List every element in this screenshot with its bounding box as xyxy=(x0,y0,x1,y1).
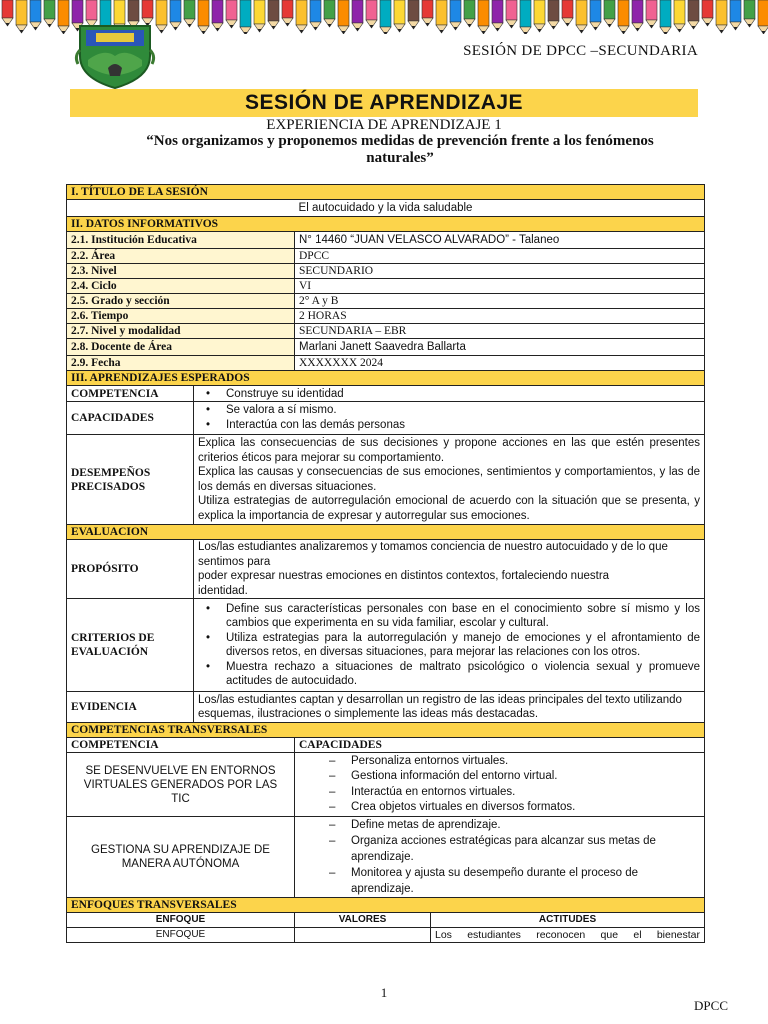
info-label: 2.9. Fecha xyxy=(67,356,295,371)
transversal-capacidades xyxy=(295,817,705,898)
pencil-icon xyxy=(450,0,461,30)
pencil-icon xyxy=(44,0,55,27)
info-value: XXXXXXX 2024 xyxy=(295,356,705,371)
list-item: • Muestra rechazo a situaciones de maltrato psicológico o violencia sexual y promueve actitudes de autocuidado. xyxy=(198,660,700,689)
pencil-icon xyxy=(254,0,265,32)
pencil-icon xyxy=(198,0,209,34)
info-label: 2.6. Tiempo xyxy=(67,309,295,324)
info-value: 2° A y B xyxy=(295,294,705,309)
pencil-icon xyxy=(464,0,475,27)
list-item: – Crea objetos virtuales en diversos formatos. xyxy=(299,800,700,816)
column-header: VALORES xyxy=(295,913,431,928)
list-item: – Define metas de aprendizaje. xyxy=(299,817,700,833)
pencil-icon xyxy=(310,0,321,30)
info-value: Marlani Janett Saavedra Ballarta xyxy=(295,339,705,356)
list-item: • Interactúa con las demás personas xyxy=(198,418,700,433)
section-heading: COMPETENCIAS TRANSVERSALES xyxy=(67,723,705,738)
list-item: Explica las consecuencias de sus decisiones y propone acciones en las que estén presentes criterios éticos para mejorar su comportamiento. xyxy=(198,437,701,464)
pencil-icon xyxy=(604,0,615,27)
criterios-label: CRITERIOS DE EVALUACIÓN xyxy=(67,599,194,692)
transversal-competencia: SE DESENVUELVE EN ENTORNOS VIRTUALES GENERADOS POR LAS TIC xyxy=(67,753,295,817)
info-label: 2.3. Nivel xyxy=(67,264,295,279)
pencil-icon xyxy=(156,0,167,33)
pencil-icon xyxy=(380,0,391,34)
pencil-icon xyxy=(170,0,181,30)
transversal-capacidades xyxy=(295,753,705,817)
info-value: VI xyxy=(295,279,705,294)
list-item: • Se valora a sí mismo. xyxy=(198,403,700,418)
session-title: El autocuidado y la vida saludable xyxy=(67,200,705,217)
pencil-icon xyxy=(506,0,517,28)
proposito-label: PROPÓSITO xyxy=(67,540,194,599)
section-heading: EVALUACION xyxy=(67,525,705,540)
desempenos-label: DESEMPEÑOS PRECISADOS xyxy=(67,435,194,525)
list-item: Explica las causas y consecuencias de sus emociones, sentimientos y comportamientos, y las de los demás en diversas situaciones. xyxy=(198,466,701,493)
pencil-icon xyxy=(492,0,503,31)
section-heading: ENFOQUES TRANSVERSALES xyxy=(67,898,705,913)
pencil-icon xyxy=(394,0,405,32)
pencil-icon xyxy=(632,0,643,31)
capacidades-label: CAPACIDADES xyxy=(67,402,194,435)
info-label: 2.1. Institución Educativa xyxy=(67,232,295,249)
session-label: SESIÓN DE DPCC –SECUNDARIA xyxy=(463,43,698,59)
pencil-icon xyxy=(338,0,349,34)
list-item: • Define sus características personales con base en el conocimiento sobre sí mismo y los cambios que experimenta en su vida familiar, escolar y cultural. xyxy=(198,602,700,631)
list-item: – Interactúa en entornos virtuales. xyxy=(299,785,700,801)
pencil-icon xyxy=(520,0,531,34)
section-heading: I. TÍTULO DE LA SESIÓN xyxy=(67,185,705,200)
info-value: SECUNDARIA – EBR xyxy=(295,324,705,339)
experience-title: EXPERIENCIA DE APRENDIZAJE 1 xyxy=(266,117,502,133)
session-table xyxy=(66,184,705,943)
pencil-icon xyxy=(324,0,335,27)
pencil-icon xyxy=(562,0,573,26)
info-label: 2.5. Grado y sección xyxy=(67,294,295,309)
section-heading: II. DATOS INFORMATIVOS xyxy=(67,217,705,232)
info-label: 2.4. Ciclo xyxy=(67,279,295,294)
pencil-icon xyxy=(16,0,27,33)
info-value: 2 HORAS xyxy=(295,309,705,324)
table-cell: ENFOQUE xyxy=(67,928,295,943)
info-value: DPCC xyxy=(295,249,705,264)
list-item: – Monitorea y ajusta su desempeño durante el proceso de aprendizaje. xyxy=(299,865,700,897)
info-label: 2.7. Nivel y modalidad xyxy=(67,324,295,339)
pencil-icon xyxy=(548,0,559,29)
pencil-icon xyxy=(730,0,741,30)
criterios-list xyxy=(194,599,705,692)
list-item: • Utiliza estrategias para la autorregulación y manejo de emociones y el afrontamiento de diversos retos, en diversas situaciones, para mejorar las relaciones con los otros. xyxy=(198,631,700,660)
experience-quote: “Nos organizamos y proponemos medidas de prevención frente a los fenómenos naturales” xyxy=(146,133,654,166)
capacidades-list xyxy=(194,402,705,435)
pencil-icon xyxy=(534,0,545,32)
pencil-icon xyxy=(478,0,489,34)
info-value: SECUNDARIO xyxy=(295,264,705,279)
info-label: 2.2. Área xyxy=(67,249,295,264)
list-item: – Gestiona información del entorno virtual. xyxy=(299,769,700,785)
competencia-label: COMPETENCIA xyxy=(67,386,194,402)
pencil-icon xyxy=(618,0,629,34)
pencil-icon xyxy=(184,0,195,27)
pencil-icon xyxy=(30,0,41,30)
pencil-icon xyxy=(716,0,727,33)
pencil-icon xyxy=(758,0,768,34)
pencil-icon xyxy=(352,0,363,31)
pencil-icon xyxy=(422,0,433,26)
pencil-icon xyxy=(660,0,671,34)
column-header: COMPETENCIA xyxy=(67,738,295,753)
column-header: ACTITUDES xyxy=(431,913,705,928)
proposito-text: Los/las estudiantes analizaremos y tomamos conciencia de nuestro autocuidado y de lo que sentimos para poder expresar nuestras emociones en distintos contextos, fortaleciendo nuestra identidad. xyxy=(194,540,705,599)
competencia-item: • Construye su identidad xyxy=(198,387,700,401)
info-label: 2.8. Docente de Área xyxy=(67,339,295,356)
pencil-icon xyxy=(212,0,223,31)
pencil-icon xyxy=(296,0,307,33)
pencil-icon xyxy=(282,0,293,26)
page-number: 1 xyxy=(380,985,388,1000)
pencil-icon xyxy=(576,0,587,33)
transversal-competencia: GESTIONA SU APRENDIZAJE DE MANERA AUTÓNOMA xyxy=(67,817,295,898)
list-item: Utiliza estrategias de autorregulación emocional de acuerdo con la situación que se presenta, y explica la importancia de expresar y autorregular sus emociones. xyxy=(198,495,701,522)
pencil-icon xyxy=(2,0,13,26)
pencil-icon xyxy=(408,0,419,29)
list-item: – Organiza acciones estratégicas para alcanzar sus metas de aprendizaje. xyxy=(299,833,700,865)
school-logo xyxy=(74,20,156,90)
pencil-icon xyxy=(688,0,699,29)
column-header: ENFOQUE xyxy=(67,913,295,928)
pencil-icon xyxy=(240,0,251,34)
pencil-icon xyxy=(226,0,237,28)
pencil-icon xyxy=(646,0,657,28)
footer-label: DPCC xyxy=(694,998,728,1013)
evidencia-label: EVIDENCIA xyxy=(67,692,194,723)
pencil-icon xyxy=(436,0,447,33)
pencil-icon xyxy=(590,0,601,30)
pencil-icon xyxy=(674,0,685,32)
section-heading: III. APRENDIZAJES ESPERADOS xyxy=(67,371,705,386)
pencil-icon xyxy=(702,0,713,26)
pencil-icon xyxy=(268,0,279,29)
column-header: CAPACIDADES xyxy=(295,738,705,753)
pencil-icon xyxy=(58,0,69,34)
competencia-value xyxy=(194,386,705,402)
page-title: SESIÓN DE APRENDIZAJE xyxy=(70,89,698,117)
pencil-icon xyxy=(744,0,755,27)
list-item: – Personaliza entornos virtuales. xyxy=(299,754,700,770)
table-cell: Los estudiantes reconocen que el bienestar xyxy=(431,928,705,943)
pencil-icon xyxy=(366,0,377,28)
info-value: N° 14460 “JUAN VELASCO ALVARADO” - Talaneo xyxy=(295,232,705,249)
table-cell xyxy=(295,928,431,943)
desempenos-list xyxy=(194,435,705,525)
evidencia-text: Los/las estudiantes captan y desarrollan un registro de las ideas principales del texto utilizando esquemas, ilustraciones o simplemente las ideas más destacadas. xyxy=(194,692,705,723)
